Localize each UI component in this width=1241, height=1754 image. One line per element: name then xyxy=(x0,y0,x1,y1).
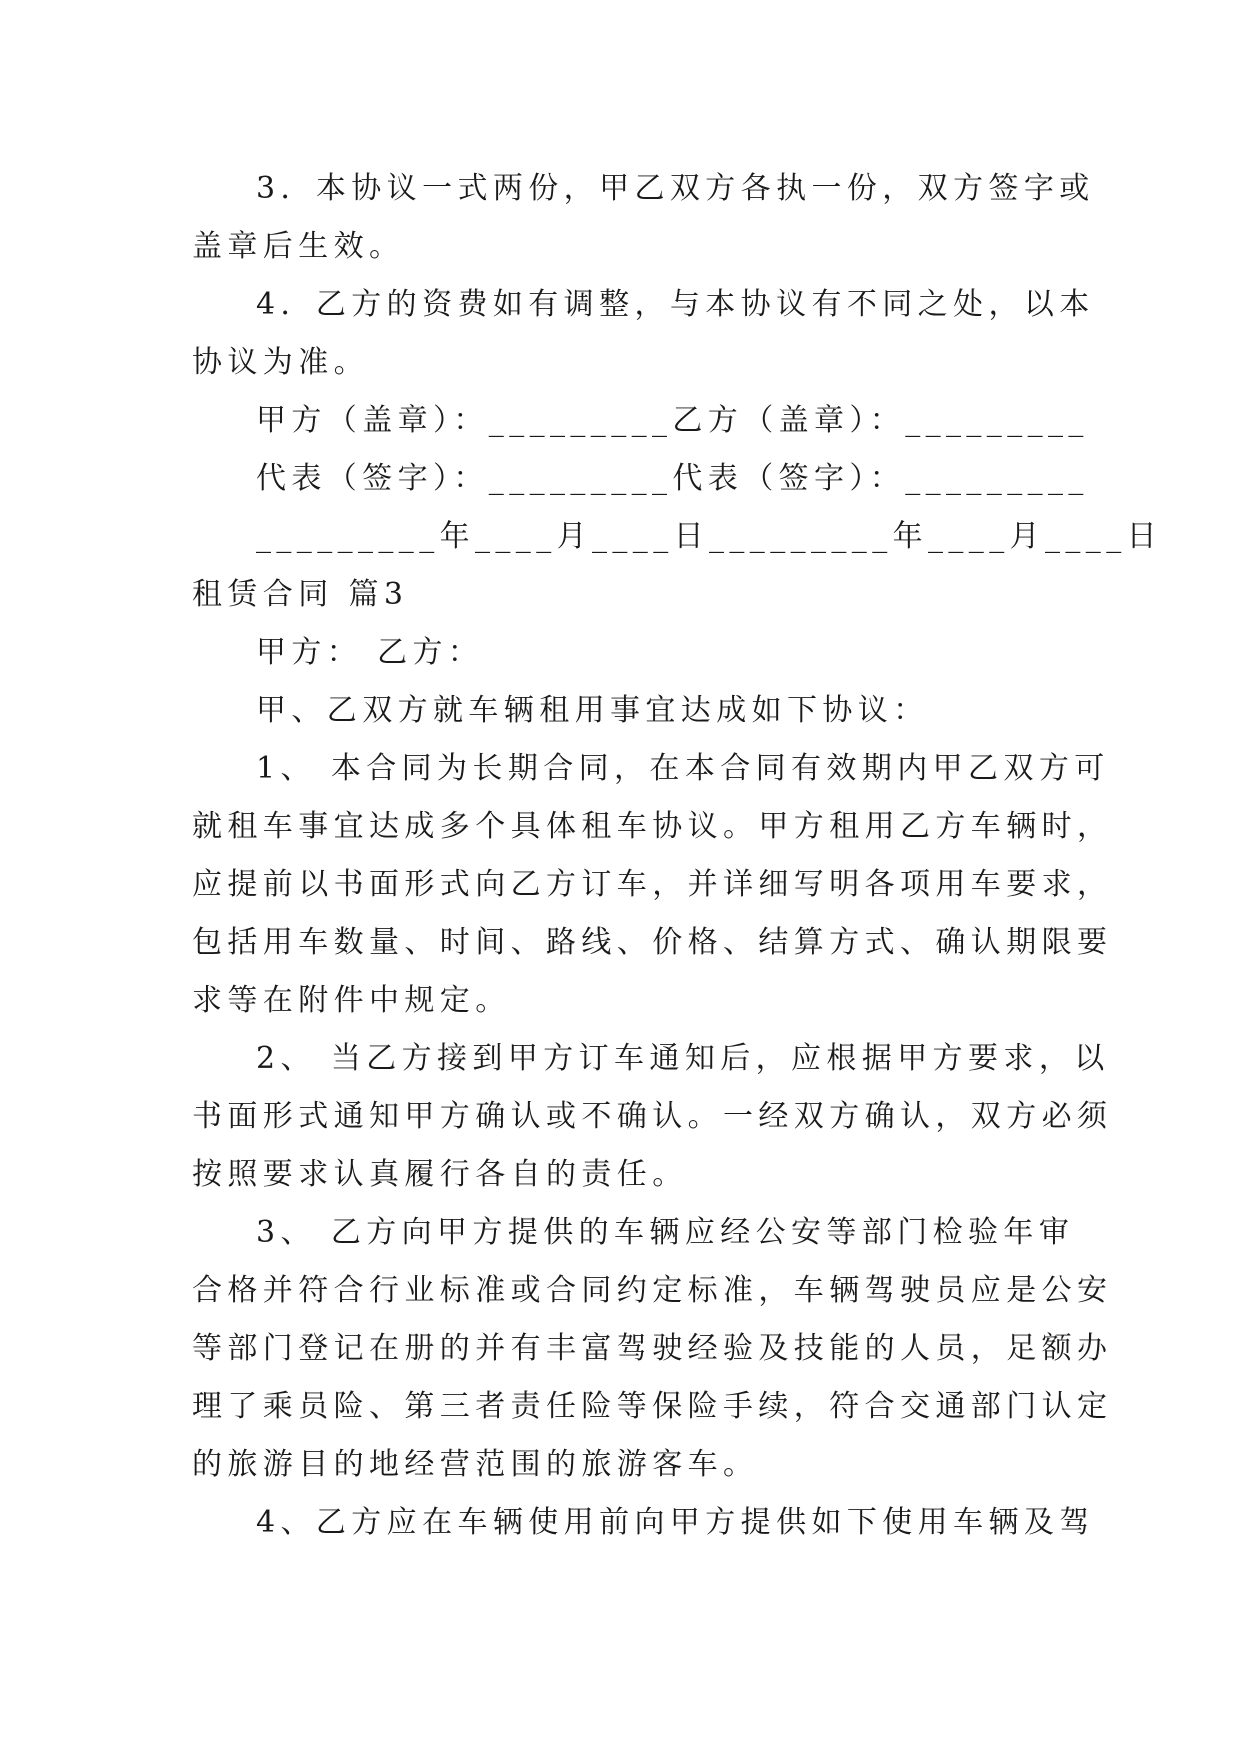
text-line: 按照要求认真履行各自的责任。 xyxy=(192,1157,688,1192)
text-line: 就租车事宜达成多个具体租车协议。甲方租用乙方车辆时， xyxy=(192,809,1113,844)
text-line: 应提前以书面形式向乙方订车，并详细写明各项用车要求， xyxy=(192,867,1113,902)
clause-2: 2、 当乙方接到甲方订车通知后，应根据甲方要求，以 xyxy=(256,1041,1110,1076)
section-heading: 租赁合同 篇3 xyxy=(192,577,409,612)
signature-line-date: _________年____月____日_________年____月____日 xyxy=(256,519,1162,554)
text-line: 3．本协议一式两份，甲乙双方各执一份，双方签字或 xyxy=(256,171,1095,206)
text-line: 的旅游目的地经营范围的旅游客车。 xyxy=(192,1447,759,1482)
text-line: 等部门登记在册的并有丰富驾驶经验及技能的人员，足额办 xyxy=(192,1331,1113,1366)
text-line: 4．乙方的资费如有调整，与本协议有不同之处，以本 xyxy=(256,287,1095,322)
parties-line: 甲方： 乙方： xyxy=(256,635,484,670)
clause-4: 4、乙方应在车辆使用前向甲方提供如下使用车辆及驾 xyxy=(256,1505,1095,1540)
signature-line-representative: 代表（签字）：_________代表（签字）：_________ xyxy=(256,461,1089,496)
text-line: 甲、乙双方就车辆租用事宜达成如下协议： xyxy=(256,693,929,728)
text-line: 包括用车数量、时间、路线、价格、结算方式、确认期限要 xyxy=(192,925,1113,960)
text-line: 书面形式通知甲方确认或不确认。一经双方确认，双方必须 xyxy=(192,1099,1113,1134)
text-line: 理了乘员险、第三者责任险等保险手续，符合交通部门认定 xyxy=(192,1389,1113,1424)
clause-1: 1、 本合同为长期合同，在本合同有效期内甲乙双方可 xyxy=(256,751,1110,786)
document-body xyxy=(192,160,1162,1552)
clause-3: 3、 乙方向甲方提供的车辆应经公安等部门检验年审 xyxy=(256,1215,1075,1250)
text-line: 合格并符合行业标准或合同约定标准，车辆驾驶员应是公安 xyxy=(192,1273,1113,1308)
text-line: 盖章后生效。 xyxy=(192,229,405,264)
text-line: 求等在附件中规定。 xyxy=(192,983,511,1018)
text-line: 协议为准。 xyxy=(192,345,369,380)
signature-line-seal: 甲方（盖章）：_________乙方（盖章）：_________ xyxy=(256,403,1089,438)
